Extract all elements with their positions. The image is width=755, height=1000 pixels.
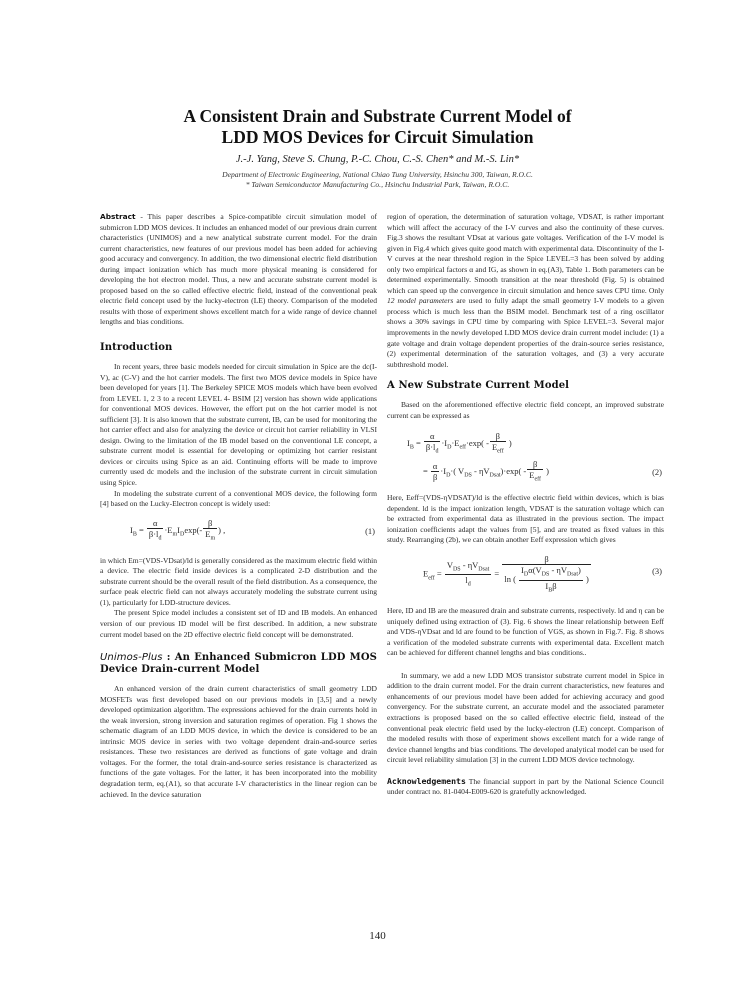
abstract-text: - This paper describes a Spice-compatible circuit simulation model of submicron LDD MOS devices. It includes an enhanced model of our previous drain current characteristics (UNIMOS) and a new analytical substrate current model. For the drain current characteristics, new features of our previous model has been added for achieving good accuracy and convergency. In addition, the two dimensional electric field distribution during impact ionization which has much more physical meaning is considered for developing the hot electron model. Thus, a new and accurate substrate current model is proposed based on the so called effective electric field, instead of the conventional peak electric field concept used by the lucky-electron (LE) theory. Comparison of the modeled results with those of experiment shows excellent match for a wide range of device channel lengths and bias conditions. [100,212,377,327]
intro-paragraph-3: in which Em=(VDS-VDsat)/ld is generally considered as the maximum electric field within a device. The electric field inside devices is a complicated 2-D distribution and the substrate current should be the overall result of the field distribution. As a consequence, the surface peak electric field can not always accurately modeling the substrate current using (1), particularly for LDD-structure devices. [100,555,377,607]
acknowledgements-text: The financial support in part by the National Science Council under contract no. 81-0404-E009-620 is gratefully acknowledged. [387,776,664,797]
equation-3 [387,552,664,602]
unimos-heading-italic: Unimos-Plus [100,652,163,664]
intro-paragraph-4: The present Spice model includes a consistent set of ID and IB models. An enhanced version of our previous ID model will be first described. In addition, a new substrate current model based on the 2D effective electric field concept will be demonstrated. [100,608,377,639]
introduction-heading: Introduction [100,342,173,354]
abstract-label: Abstract [100,212,136,221]
substrate-paragraph-1: Based on the aforementioned effective electric field concept, an improved substrate current can be expressed as [387,400,664,420]
equation-3-body: $E_{eff}$ = $\frac{V_{DS} - \eta V_{Dsat}}{l_d}$ = β ln ( $\frac{I_D\alpha(V_{DS} - \eta V_{Dsat})}{I_B\beta}$ ) [423,554,589,594]
authors: J.-J. Yang, Steve S. Chung, P.-C. Chou, C.-S. Chen* and M.-S. Lin* [235,154,520,165]
unimos-p2-part1: region of operation, the determination of saturation voltage, VDSAT, is rather important which will affect the accuracy of the I-V curves and also the continuity of these curves. Fig.3 shows the resultant VDsat at various gate voltages. Verification of the I-V model is given in Fig.4 which gives quite good match with experimental data. Discontinuity of the I-V curves at the near threshold region in the Spice LEVEL=3 has been solved by adding only two empirical factors α and IG, as shown in eq.(A3), Table 1. Both parameters can be determined experimentally. Smooth transition at the near threshold (Fig. 5) is obtained which can speed up the convergence in circuit simulation and hence saves CPU time. Only [387,212,664,295]
substrate-heading: A New Substrate Current Model [387,380,570,392]
equation-1 [100,514,377,552]
unimos-paragraph-1: An enhanced version of the drain current characteristics of small geometry LDD MOSFETs was first developed based on our previous models in [3,5] and a newly developed optimization algorithm. The expressions achieved for the drain currents hold in the weak inversion, strong inversion and saturation regimes of operation. Fig 1 shows the schematic diagram of an LDD MOS device, in which the device is considered to be an intrinsic MOS device in series with two voltage dependent drain-and-source series resistances. These two resistances are derived as functions of gate voltage and drain voltages. For the former, the total drain-and-source series resistance is characterized as functions of the gate voltages. For the latter, it has been incorporated into the mobility degradation term, eq.(A1), so that accurate I-V characteristics in the linear region can be achieved. In the device saturation [100,684,377,799]
substrate-paragraph-2: Here, Eeff=(VDS-ηVDSAT)/ld is the effective electric field within devices, which is bias dependent. ld is the impact ionization length, VDSAT is the saturation voltage which can be extracted from experimental data as illustrated in the previous section. The impact ionization coefficients adapt the values from [5], and are treated as fixed values in this study. Rearranging (2b), we can obtain another Eeff expression which gives [387,493,664,545]
summary-paragraph: In summary, we add a new LDD MOS transistor substrate current model in Spice in addition to the drain current model. For the drain current characteristics, new features and enhancements of our previous model have been added for achieving accuracy and good convergency. For the substrate current, an accurate model and the associated parameter extractions is proposed based on the so called effective electric field, instead of the conventional peak electric field used by the lucky-electron (LE) concept. Comparison of the modeled results with those of experiment shows excellent match for a wide range of device channel lengths and bias conditions. The developed analytical model can be used for circuit level reliability simulation [3] in the current LDD MOS device technology. [387,670,664,765]
left-column [100,212,377,800]
title-line-2: LDD MOS Devices for Circuit Simulation [221,127,534,147]
unimos-p2-part2: are used to fully adapt the small geometry I-V models to a given process which is much less than the BSIM model. Benchmark test of a ring oscillator shows a 30% savings in CPU time by comparing with Spice LEVEL=3. Several major improvements in the newly developed LDD MOS device drain current model include: (1) a gate voltage and drain voltage dependent properties of the drain-source series resistance, (2) experimental determination of the saturation voltages, and (3) a very accurate subthreshold model. [387,296,664,369]
equation-2 [387,431,664,487]
unimos-paragraph-2 [387,212,664,370]
equation-1-number: (1) [365,525,375,536]
unimos-heading-rest: : An Enhanced Submicron LDD MOS Device Drain-current Model [100,652,377,676]
page-number: 140 [369,930,386,942]
right-column [387,212,664,798]
equation-2-body: $I_B$ = $\frac{\alpha}{\beta\cdot l_d}$ $\cdot I_D\cdot E_{eff}\cdot\exp$( - $\frac{\beta}{E_{eff}}$ ) = $\frac{\alpha}{\beta}$ $\cdot I_D\cdot$( $V_{DS} - \eta V_{Dsat})\cdot\exp$( - $\frac{\beta}{E_{eff}}$ ) [407,431,549,483]
affiliation-1: Department of Electronic Engineering, National Chiao Tung University, Hsinchu 300, Taiwan, R.O.C. [222,170,533,179]
acknowledgements [387,776,664,798]
equation-2-number: (2) [652,467,662,478]
acknowledgements-label: Acknowledgements [387,775,466,786]
intro-paragraph-1: In recent years, three basic models needed for circuit simulation in Spice are the dc(I-V), ac (C-V) and the hot carrier models. The first two MOS device models in Spice have been developed for years [1]. The Berkeley SPICE MOS models which have been evolved from LEVEL 1, 2 3 to a recent LEVEL 4- BSIM [2] version has shown wide applications for conventional MOS devices. However, the effort put on the hot carrier model is not sufficient [3]. It is also known that the substrate current, IB, can be used for monitoring the hot carrier effect and also for analyzing the device or circuit hot carrier reliability in VLSI design. Owing to the limitation of the IB model based on the conventional LE concept, a substrate current model is essential for developing or optimizing hot carrier resistant devices or circuits using Spice as an aid. Continuing efforts will be made to improve currently used dc models and the inclusion of the substrate current in circuit simulation using Spice. [100,362,377,488]
unimos-heading [100,652,377,676]
title-line-1: A Consistent Drain and Substrate Current Model of [183,106,572,126]
affiliation-2: * Taiwan Semiconductor Manufacturing Co., Hsinchu Industrial Park, Taiwan, R.O.C. [245,180,510,189]
unimos-p2-italic: 12 model parameters [387,296,454,306]
substrate-paragraph-3: Here, ID and IB are the measured drain and substrate currents, respectively. ld and η can be uniquely defined using extraction of (3). Fig. 6 shows the linear relationship between Eeff and VDS-ηVDsat and ld are found to be function of VGS, as shown in Fig.7. Fig. 8 shows a verification of the modeled substrate currents with experimental data. Excellent match can be achieved for different channel lengths and bias conditions.. [387,606,664,658]
equation-1-body: $I_B$ = $\frac{\alpha}{\beta\cdot l_d}$ $\cdot E_mI_D\exp(-$ $\frac{\beta}{E_m}$ ) , [130,517,226,542]
abstract [100,212,377,328]
intro-paragraph-2: In modeling the substrate current of a conventional MOS device, the following form [4] based on the Lucky-Electron concept is widely used: [100,488,377,509]
equation-3-number: (3) [652,566,662,577]
paper-title [0,106,755,148]
